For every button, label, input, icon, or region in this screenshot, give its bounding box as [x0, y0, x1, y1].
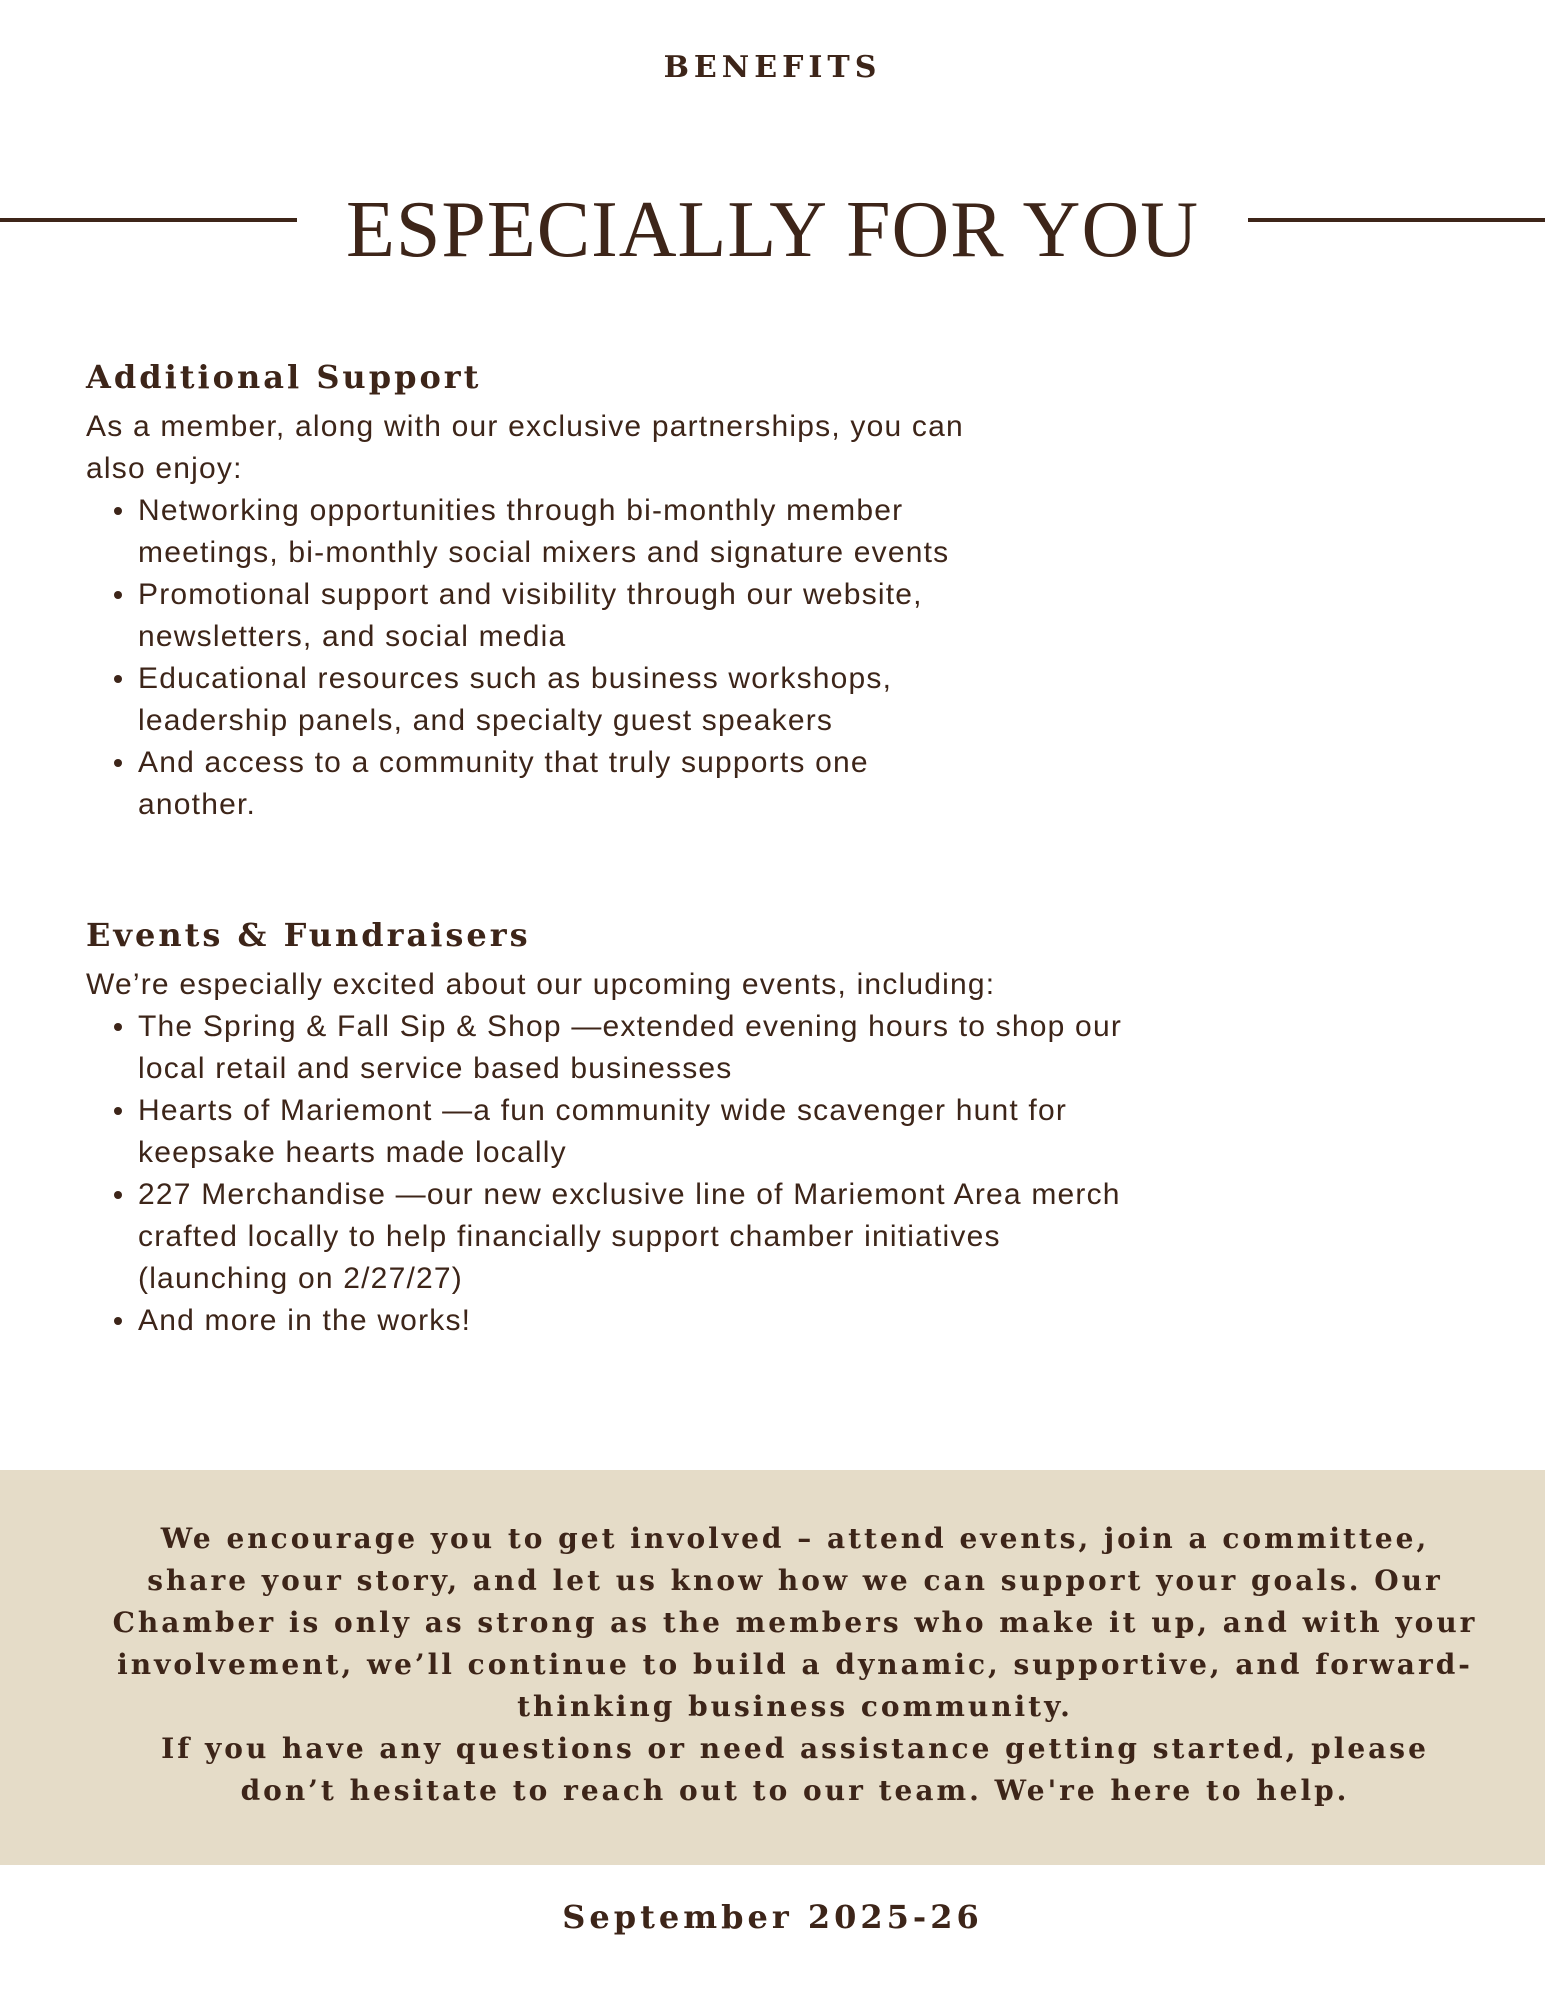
callout-text — [110, 1518, 1480, 1812]
additional-support-intro: As a member, along with our exclusive partnerships, you can also enjoy: — [86, 410, 964, 485]
list-item: Hearts of Mariemont —a fun community wide scavenger hunt for keepsake hearts made locally — [138, 1090, 1146, 1174]
events-fundraisers-intro: We’re especially excited about our upcoming events, including: — [86, 968, 996, 1001]
callout-paragraph-involvement: We encourage you to get involved – attend events, join a committee, share your story, and let us know how we can support your goals. Our Chamber is only as strong as the members who make it up, and with your involvement, we’ll continue to build a dynamic, supportive, and forward-thinking business community. — [112, 1522, 1478, 1723]
events-fundraisers-list — [86, 1006, 1146, 1342]
additional-support-section — [86, 354, 966, 826]
callout-banner — [0, 1470, 1545, 1865]
list-item: Promotional support and visibility through our website, newsletters, and social media — [138, 574, 966, 658]
title-rule-right — [1248, 218, 1545, 222]
list-item: Educational resources such as business workshops, leadership panels, and specialty guest speakers — [138, 658, 966, 742]
footer-date: September 2025-26 — [562, 1898, 983, 1936]
callout-paragraph-questions: If you have any questions or need assistance getting started, please don’t hesitate to reach out to our team. We're here to help. — [161, 1732, 1429, 1807]
page-title: ESPECIALLY FOR YOU — [346, 186, 1199, 274]
section-kicker: BENEFITS — [663, 50, 882, 85]
events-fundraisers-heading: Events & Fundraisers — [86, 916, 531, 954]
events-fundraisers-section — [86, 912, 1146, 1342]
list-item: And access to a community that truly supports one another. — [138, 742, 966, 826]
list-item: The Spring & Fall Sip & Shop —extended evening hours to shop our local retail and service based businesses — [138, 1006, 1146, 1090]
list-item: 227 Merchandise —our new exclusive line of Mariemont Area merch crafted locally to help financially support chamber initiatives (launching on 2/27/27) — [138, 1174, 1146, 1300]
additional-support-list — [86, 490, 966, 826]
list-item: And more in the works! — [138, 1300, 1146, 1342]
additional-support-heading: Additional Support — [86, 358, 482, 396]
list-item: Networking opportunities through bi-monthly member meetings, bi-monthly social mixers and signature events — [138, 490, 966, 574]
